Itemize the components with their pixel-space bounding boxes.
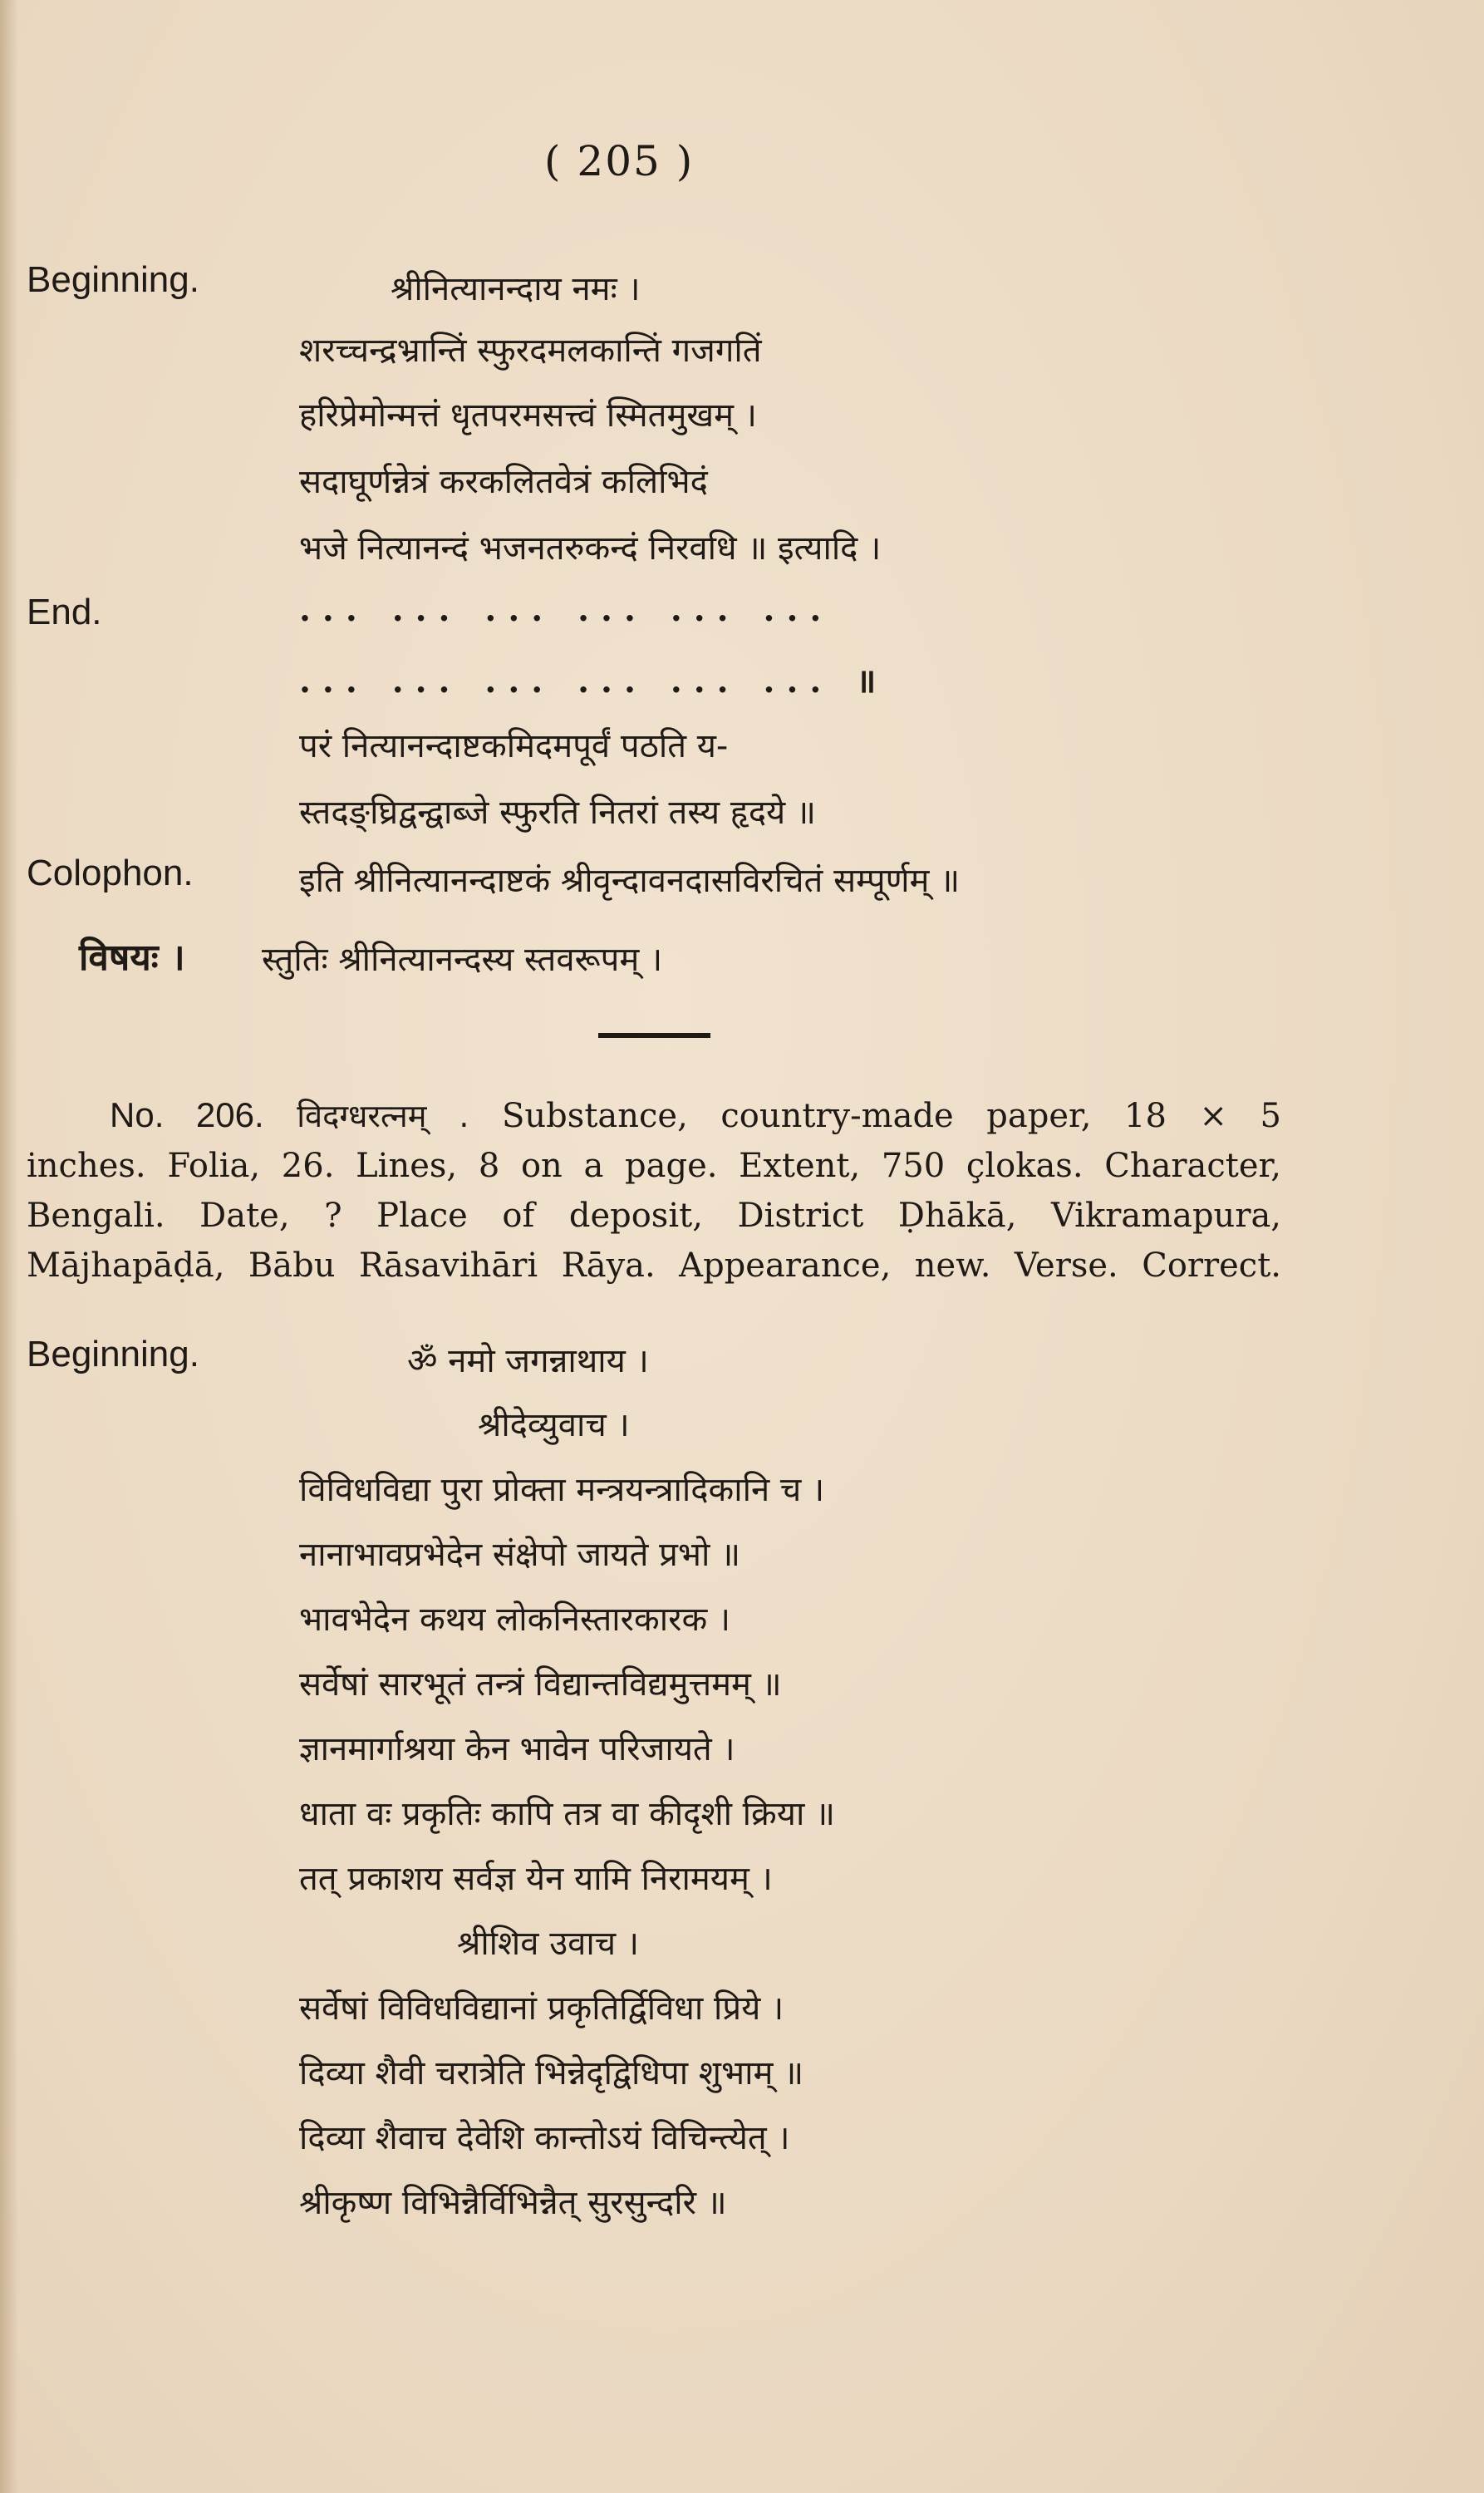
entry-line: inches. Folia, 26. Lines, 8 on a page. Extent, 750 çlokas. Character, xyxy=(27,1147,1281,1185)
sanskrit-line: विविधविद्या पुरा प्रोक्ता मन्त्रयन्त्रादिकानि च । xyxy=(299,1471,825,1509)
beginning-label: Beginning. xyxy=(27,1334,199,1374)
entry-line: Bengali. Date, ? Place of deposit, District Ḍhākā, Vikramapura, xyxy=(27,1197,1281,1235)
sanskrit-line: दिव्या शैवी चरात्रेति भिन्नेदृद्विधिपा शुभाम् ॥ xyxy=(299,2054,804,2092)
end-label: End. xyxy=(27,592,102,632)
beginning-label: Beginning. xyxy=(27,259,199,300)
sanskrit-line: हरिप्रेमोन्मत्तं धृतपरमसत्त्वं स्मितमुखम् । xyxy=(299,396,757,435)
sanskrit-line: ज्ञानमार्गाश्रया केन भावेन परिजायते । xyxy=(299,1730,735,1768)
sanskrit-line: भावभेदेन कथय लोकनिस्तारकारक । xyxy=(299,1601,731,1639)
page-number: ( 205 ) xyxy=(544,137,695,185)
colophon-label: Colophon. xyxy=(27,853,194,893)
sanskrit-line: श्रीदेव्युवाच । xyxy=(478,1406,630,1444)
sanskrit-line: धाता वः प्रकृतिः कापि तत्र वा कीदृशी क्रिया ॥ xyxy=(299,1795,835,1833)
page-edge-shadow xyxy=(0,0,18,2493)
sanskrit-line: सर्वेषां विविधविद्यानां प्रकृतिर्द्विविधा प्रिये । xyxy=(299,1989,784,2028)
sanskrit-line: श्रीकृष्ण विभिन्नैर्विभिन्नैत् सुरसुन्दरि ॥ xyxy=(299,2184,727,2222)
sanskrit-line: तत् प्रकाशय सर्वज्ञ येन यामि निरामयम् । xyxy=(299,1860,773,1898)
sanskrit-line: भजे नित्यानन्दं भजनतरुकन्दं निरवधि ॥ इत्यादि । xyxy=(299,529,882,568)
sanskrit-line: ॐ नमो जगन्नाथाय । xyxy=(407,1342,649,1380)
sanskrit-line: नानाभावप्रभेदेन संक्षेपो जायते प्रभो ॥ xyxy=(299,1536,741,1574)
subject-label: विषयः । xyxy=(79,937,185,979)
ellipsis-row: ... ... ... ... ... ... ॥ xyxy=(299,661,888,701)
entry-line: Substance, country-made paper, 18 × 5 xyxy=(502,1097,1282,1135)
entry-line: Mājhapāḍā, Bābu Rāsavihāri Rāya. Appearance, new. Verse. Correct. xyxy=(27,1246,1281,1285)
sanskrit-line: श्रीनित्यानन्दाय नमः । xyxy=(391,270,641,308)
sanskrit-line: सदाघूर्णन्नेत्रं करकलितवेत्रं कलिभिदं xyxy=(299,463,708,501)
ellipsis-row: ... ... ... ... ... ... xyxy=(299,590,833,629)
sanskrit-line: स्तदङ्घ्रिद्वन्द्वाब्जे स्फुरति नितरां तस्य हृदये ॥ xyxy=(299,794,816,832)
sanskrit-line: श्रीशिव उवाच । xyxy=(457,1925,639,1963)
sanskrit-line: दिव्या शैवाच देवेशि कान्तोऽयं विचिन्त्येत् । xyxy=(299,2119,790,2157)
section-divider xyxy=(598,1033,710,1038)
sanskrit-line: शरच्चन्द्रभ्रान्तिं स्फुरदमलकान्तिं गजगतिं xyxy=(299,332,762,370)
entry-number: No. 206. xyxy=(110,1095,264,1134)
sanskrit-line: परं नित्यानन्दाष्टकमिदमपूर्वं पठति य- xyxy=(299,727,729,765)
entry-description xyxy=(27,1090,1281,1291)
entry-title: विदग्धरत्नम् . xyxy=(297,1098,469,1134)
sanskrit-line: इति श्रीनित्यानन्दाष्टकं श्रीवृन्दावनदासविरचितं सम्पूर्णम् ॥ xyxy=(299,862,961,900)
sanskrit-line: स्तुतिः श्रीनित्यानन्दस्य स्तवरूपम् । xyxy=(262,941,663,979)
sanskrit-line: सर्वेषां सारभूतं तन्त्रं विद्यान्तविद्यमुत्तमम् ॥ xyxy=(299,1665,782,1704)
